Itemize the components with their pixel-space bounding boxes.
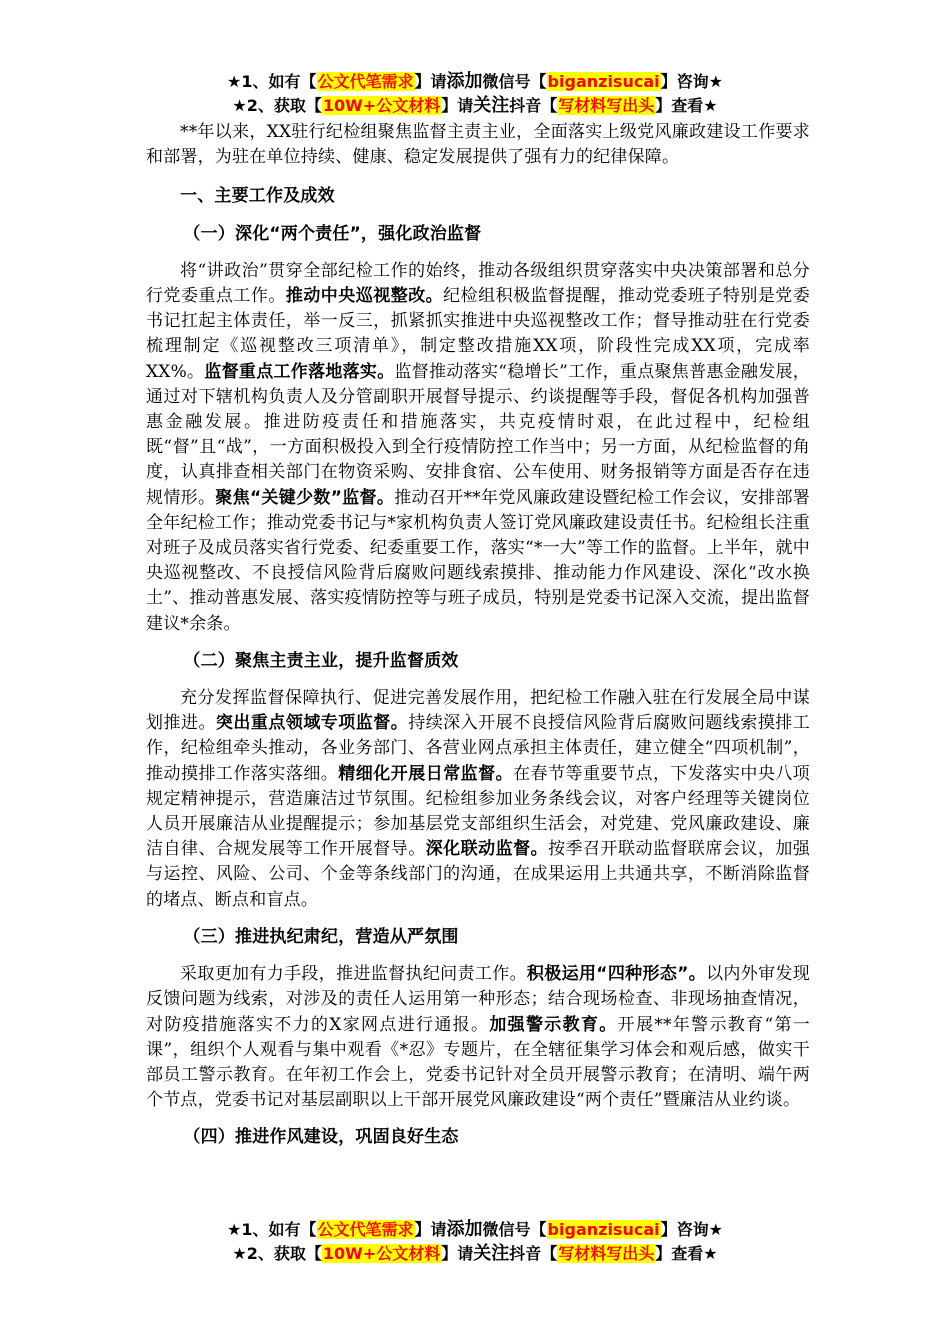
top-banner xyxy=(0,70,950,118)
banner-line-1: ★1、如有【公文代笔需求】请添加微信号【biganzisucai】咨询★ xyxy=(227,71,723,92)
highlight-text: 写材料写出头 xyxy=(558,96,655,115)
highlight-text: 公文代笔需求 xyxy=(317,1220,414,1239)
highlight-text: biganzisucai xyxy=(547,1220,660,1239)
section-1-title: （一）深化“两个责任”，强化政治监督 xyxy=(183,223,482,244)
document-body xyxy=(146,120,810,1163)
highlight-text: biganzisucai xyxy=(547,72,660,91)
banner-line-1: ★1、如有【公文代笔需求】请添加微信号【biganzisucai】咨询★ xyxy=(227,1219,723,1240)
section-3-paragraph: 采取更加有力手段，推进监督执纪问责工作。积极运用“四种形态”。以内外审发现反馈问题为线索，对涉及的责任人运用第一种形态；结合现场检查、非现场抽查情况，对防疫措施落实不力的X家网点进行通报。加强警示教育。开展**年警示教育“第一课”，组织个人观看与集中观看《*忍》专题片，在全辖征集学习体会和观后感，做实干部员工警示教育。在年初工作会上，党委书记针对全员开展警示教育；在清明、端午两个节点，党委书记对基层副职以上干部开展党风廉政建设“两个责任”暨廉洁从业约谈。 xyxy=(146,964,811,1111)
section-2-paragraph: 充分发挥监督保障执行、促进完善发展作用，把纪检工作融入驻在行发展全局中谋划推进。突出重点领域专项监督。持续深入开展不良授信风险背后腐败问题线索摸排工作，纪检组牵头推动，各业务部门、各营业网点承担主体责任，建立健全“四项机制”，推动摸排工作落实落细。精细化开展日常监督。在春节等重要节点，下发落实中央八项规定精神提示，营造廉洁过节氛围。纪检组参加业务条线会议，对客户经理等关键岗位人员开展廉洁从业提醒提示；参加基层党支部组织生活会，对党建、党风廉政建设、廉洁自律、合规发展等工作开展督导。深化联动监督。按季召开联动监督联席会议，加强与运控、风险、公司、个金等条线部门的沟通，在成果运用上共通共享，不断消除监督的堵点、断点和盲点。 xyxy=(146,688,811,910)
section-2-title: （二）聚焦主责主业，提升监督质效 xyxy=(183,650,459,671)
heading-main: 一、主要工作及成效 xyxy=(180,186,335,207)
highlight-text: 写材料写出头 xyxy=(558,1244,655,1263)
section-1-paragraph: 将“讲政治”贯穿全部纪检工作的始终，推动各级组织贯穿落实中央决策部署和总分行党委重点工作。推动中央巡视整改。纪检组积极监督提醒，推动党委班子特别是党委书记扛起主体责任，举一反三，抓紧抓实推进中央巡视整改工作；督导推动驻在行党委梳理制定《巡视整改三项清单》，制定整改措施XX项，阶段性完成XX项，完成率XX%。监督重点工作落地落实。监督推动落实“稳增长”工作，重点聚焦普惠金融发展，通过对下辖机构负责人及分管副职开展督导提示、约谈提醒等手段，督促各机构加强普惠金融发展。推进防疫责任和措施落实，共克疫情时艰，在此过程中，纪检组既“督”且“战”，一方面积极投入到全行疫情防控工作当中；另一方面，从纪检监督的角度，认真排查相关部门在物资采购、安排食宿、公车使用、财务报销等方面是否存在违规情形。聚焦“关键少数”监督。推动召开**年党风廉政建设暨纪检工作会议，安排部署全年纪检工作；推动党委书记与*家机构负责人签订党风廉政建设责任书。纪检组长注重对班子及成员落实省行党委、纪委重要工作，落实“*一大”等工作的监督。上半年，就中央巡视整改、不良授信风险背后腐败问题线索摸排、推动能力作风建设、深化“改水换土”、推动普惠发展、落实疫情防控等与班子成员，特别是党委书记深入交流，提出监督建议*余条。 xyxy=(146,260,810,634)
highlight-text: 公文代笔需求 xyxy=(317,72,414,91)
bottom-banner xyxy=(0,1218,950,1266)
banner-line-2: ★2、获取【10W+公文材料】请关注抖音【写材料写出头】查看★ xyxy=(232,95,718,116)
section-4-title: （四）推进作风建设，巩固良好生态 xyxy=(183,1127,459,1148)
banner-line-2: ★2、获取【10W+公文材料】请关注抖音【写材料写出头】查看★ xyxy=(232,1243,718,1264)
highlight-text: 10W+公文材料 xyxy=(322,96,441,115)
intro-paragraph: **年以来，XX驻行纪检组聚焦监督主责主业，全面落实上级党风廉政建设工作要求和部署，为驻在单位持续、健康、稳定发展提供了强有力的纪律保障。 xyxy=(146,122,810,168)
section-3-title: （三）推进执纪肃纪，营造从严氛围 xyxy=(183,926,459,947)
highlight-text: 10W+公文材料 xyxy=(322,1244,441,1263)
